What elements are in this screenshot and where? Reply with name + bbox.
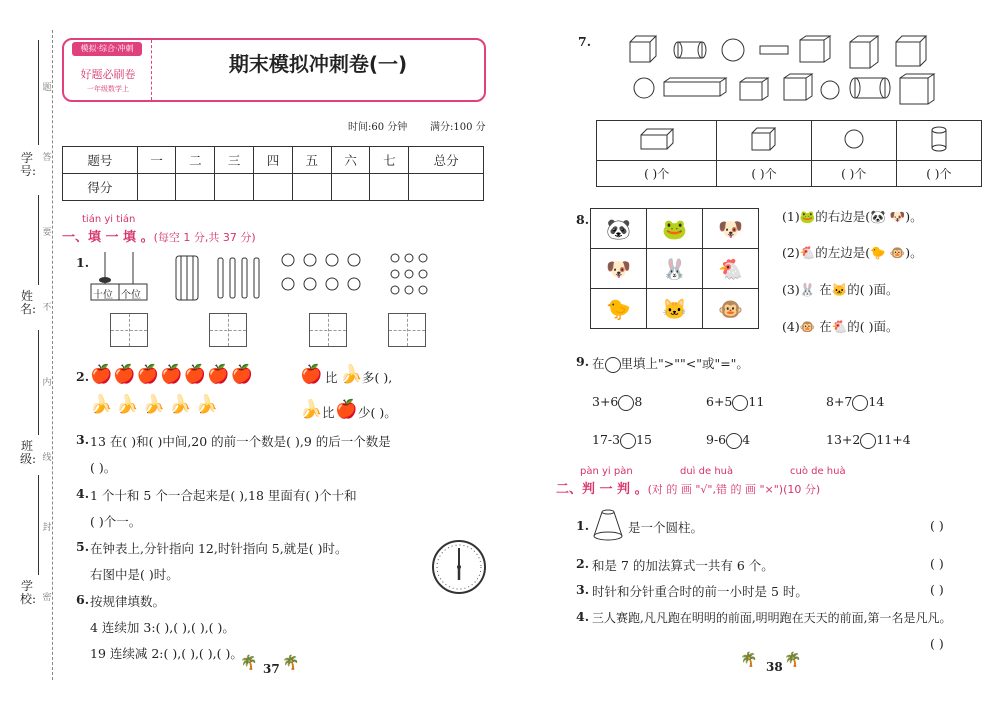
answer-grid[interactable] [388,313,426,347]
compare-item [706,394,764,411]
compare-left: 3+6 [592,394,619,409]
compare-circle-icon [605,357,621,373]
table-cell: 六 [331,147,370,174]
table-cell: 五 [292,147,331,174]
banana-icon: 🍌 [300,399,323,420]
panda-icon: 🐼 [591,209,647,249]
table-cell: 三 [215,147,254,174]
q3-number: 3. [76,432,90,447]
score-input-cell[interactable] [215,174,254,201]
answer-grid[interactable] [110,313,148,347]
shape-count-cell[interactable]: ( )个 [717,161,811,187]
shapes-table [596,120,982,187]
seal-char: 线 [42,453,52,463]
compare-item [706,432,750,449]
palm-icon: 🌴 [784,652,802,668]
school-line [38,475,39,575]
q4-number: 4. [76,486,90,501]
judge-number: 3. [576,582,590,597]
q8-item: (1)🐸的右边是(🐼 🐶)。 [782,209,923,224]
table-cell: 一 [137,147,176,174]
table-row [63,174,484,201]
judge-number: 2. [576,556,590,571]
shape-count-cell[interactable]: ( )个 [896,161,981,187]
seal-char: 内 [42,378,52,388]
flowers-icon [385,250,435,300]
compare-item [592,432,652,449]
cat-icon: 🐱 [647,289,703,329]
class-label: 班级: [20,439,37,466]
cube-icon [717,121,811,161]
compare-left: 9-6 [706,432,727,447]
q4-text2: ( )个一。 [90,514,142,529]
seal-char: 题 [42,83,52,93]
section1-title [62,226,256,245]
q5-text: 在钟表上,分针指向 12,时针指向 5,就是( )时。 [90,541,348,556]
time-limit: 时间:60 分钟 [348,122,408,133]
section2-pinyin: pàn yi pàn [580,466,633,477]
compare-right: 14 [868,394,885,409]
apple-icon: 🍎 [335,399,358,420]
q1-number: 1. [76,255,90,270]
q3-text2: ( )。 [90,460,117,475]
compare-right: 8 [634,394,643,409]
judge-text: 三人赛跑,凡凡跑在明明的前面,明明跑在天天的前面,第一名是凡凡。 [592,611,952,625]
compare-circle-input[interactable] [726,433,742,449]
shape-count-cell[interactable]: ( )个 [811,161,896,187]
class-line [38,330,39,435]
student-id-label: 学号: [20,151,37,178]
seal-char: 封 [42,523,52,533]
score-table [62,146,484,201]
section1-heading: 一、填 一 填 。 [62,230,154,245]
table-cell: 七 [370,147,409,174]
judge-answer[interactable]: ( ) [930,556,944,571]
q2-number: 2. [76,369,90,384]
q7-number: 7. [578,34,592,49]
tens-label: 十位 [93,290,113,301]
header-badge [64,40,152,100]
compare-circle-input[interactable] [620,433,636,449]
q6-number: 6. [76,592,90,607]
q6-text: 按规律填数。 [90,594,166,609]
table-cell: 总分 [409,147,484,174]
judge-text: 时针和分针重合时的前一小时是 5 时。 [592,584,808,599]
sticks-icon [172,252,272,302]
q9-title-b: 里填上">""<"或"="。 [620,356,749,371]
banana-icon: 🍌 [340,364,363,385]
answer-grid[interactable] [209,313,247,347]
compare-item [826,432,911,449]
q8-item: (3)🐰 在🐱的( )面。 [782,282,899,297]
judge-number: 4. [576,609,590,624]
section2-heading: 二、判 一 判 。 [556,482,648,497]
clock-icon [430,538,488,596]
section2-pinyin: cuò de huà [790,466,846,477]
binding-line [52,30,53,680]
compare-circle-input[interactable] [732,395,748,411]
seal-char: 要 [42,228,52,238]
q5-text2: 右图中是( )时。 [90,567,179,582]
grade-label: 一年级数学上 [87,85,129,93]
score-input-cell[interactable] [254,174,293,201]
full-score: 满分:100 分 [430,122,486,133]
judge-text: 和是 7 的加法算式一共有 6 个。 [592,558,774,573]
name-label: 姓名: [20,289,37,316]
compare-item [592,394,642,411]
apple-icon: 🍎 [300,364,323,385]
circles-icon [280,252,370,296]
q2-line2-bi: 比 [322,405,335,420]
header-tag: 模拟·综合·冲刺 [72,42,142,56]
score-input-cell[interactable] [292,174,331,201]
palm-icon: 🌴 [740,652,758,668]
q4-text: 1 个十和 5 个一合起来是( ),18 里面有( )个十和 [90,488,357,503]
seal-char: 不 [42,303,52,313]
section2-title [556,478,820,497]
compare-right: 15 [636,432,652,447]
q5-number: 5. [76,539,90,554]
animal-grid [590,208,759,329]
table-row [63,147,484,174]
table-cell: 题号 [63,147,138,174]
exam-title: 期末模拟冲刺卷(一) [228,52,408,76]
solid-shapes-icon [620,34,950,106]
table-row [591,209,759,249]
student-id-line [38,40,39,145]
seal-char: 答 [42,153,52,163]
table-row [591,249,759,289]
score-input-cell[interactable] [176,174,215,201]
compare-left: 8+7 [826,394,853,409]
sphere-icon [811,121,896,161]
judge-answer[interactable]: ( ) [930,518,944,533]
cuboid-icon [597,121,717,161]
compare-left: 17-3 [592,432,621,447]
compare-right: 11 [748,394,765,409]
table-row [591,289,759,329]
bananas-icon: 🍌🍌🍌🍌🍌 [90,394,223,415]
score-input-cell[interactable] [137,174,176,201]
compare-left: 6+5 [706,394,733,409]
shape-count-cell[interactable]: ( )个 [597,161,717,187]
section2-pinyin: duì de huà [680,466,734,477]
table-row [597,121,982,161]
compare-item [826,394,884,411]
chicken-icon: 🐔 [703,249,759,289]
q2-line2-text: 少( )。 [358,405,397,420]
answer-grid[interactable] [309,313,347,347]
compare-circle-input[interactable] [860,433,876,449]
apples-icon: 🍎🍎🍎🍎🍎🍎🍎 [90,364,254,385]
section1-pinyin: tián yi tián [82,214,136,225]
cylinder-icon [896,121,981,161]
chick-icon: 🐤 [591,289,647,329]
dog-icon: 🐶 [703,209,759,249]
table-cell: 四 [254,147,293,174]
page-number-right: 38 [766,660,783,674]
seal-char: 密 [42,593,52,603]
compare-right: 11+4 [876,432,911,447]
palm-icon: 🌴 [240,655,258,671]
monkey-icon: 🐵 [703,289,759,329]
exam-header [62,38,486,102]
compare-left: 13+2 [826,432,861,447]
judge-answer[interactable]: ( ) [930,636,944,651]
series-name: 好题必刷卷 [80,68,136,81]
score-input-cell[interactable] [370,174,409,201]
frustum-icon [590,506,626,542]
q6-line1: 4 连续加 3:( ),( ),( ),( )。 [90,620,235,635]
compare-circle-input[interactable] [618,395,634,411]
q2-line1-bi: 比 [325,370,338,385]
compare-circle-input[interactable] [852,395,868,411]
q8-item: (4)🐵 在🐔的( )面。 [782,319,899,334]
ones-label: 个位 [121,290,141,301]
judge-number: 1. [576,518,590,533]
score-input-cell[interactable] [409,174,484,201]
q6-line2: 19 连续减 2:( ),( ),( ),( )。 [90,646,243,661]
section2-note: (对 的 画 "√",错 的 画 "×")(10 分) [647,483,821,496]
q2-line1-text: 多( ), [362,370,393,385]
name-line [38,195,39,285]
q9-title [592,354,749,373]
school-label: 学校: [20,579,37,606]
table-row [597,161,982,187]
page-number-left: 37 [263,662,280,676]
compare-right: 4 [742,432,751,447]
q8-number: 8. [576,212,590,227]
table-cell: 二 [176,147,215,174]
rabbit-icon: 🐰 [647,249,703,289]
score-input-cell[interactable] [331,174,370,201]
section1-note: (每空 1 分,共 37 分) [153,231,256,244]
q8-item: (2)🐔的左边是(🐤 🐵)。 [782,245,923,260]
q3-text: 13 在( )和( )中间,20 的前一个数是( ),9 的后一个数是 [90,434,391,449]
judge-text: 是一个圆柱。 [628,520,704,535]
table-cell: 得分 [63,174,138,201]
dog-icon: 🐶 [591,249,647,289]
q9-number: 9. [576,354,590,369]
judge-answer[interactable]: ( ) [930,582,944,597]
frog-icon: 🐸 [647,209,703,249]
q9-title-a: 在 [592,356,605,371]
palm-icon: 🌴 [282,655,300,671]
